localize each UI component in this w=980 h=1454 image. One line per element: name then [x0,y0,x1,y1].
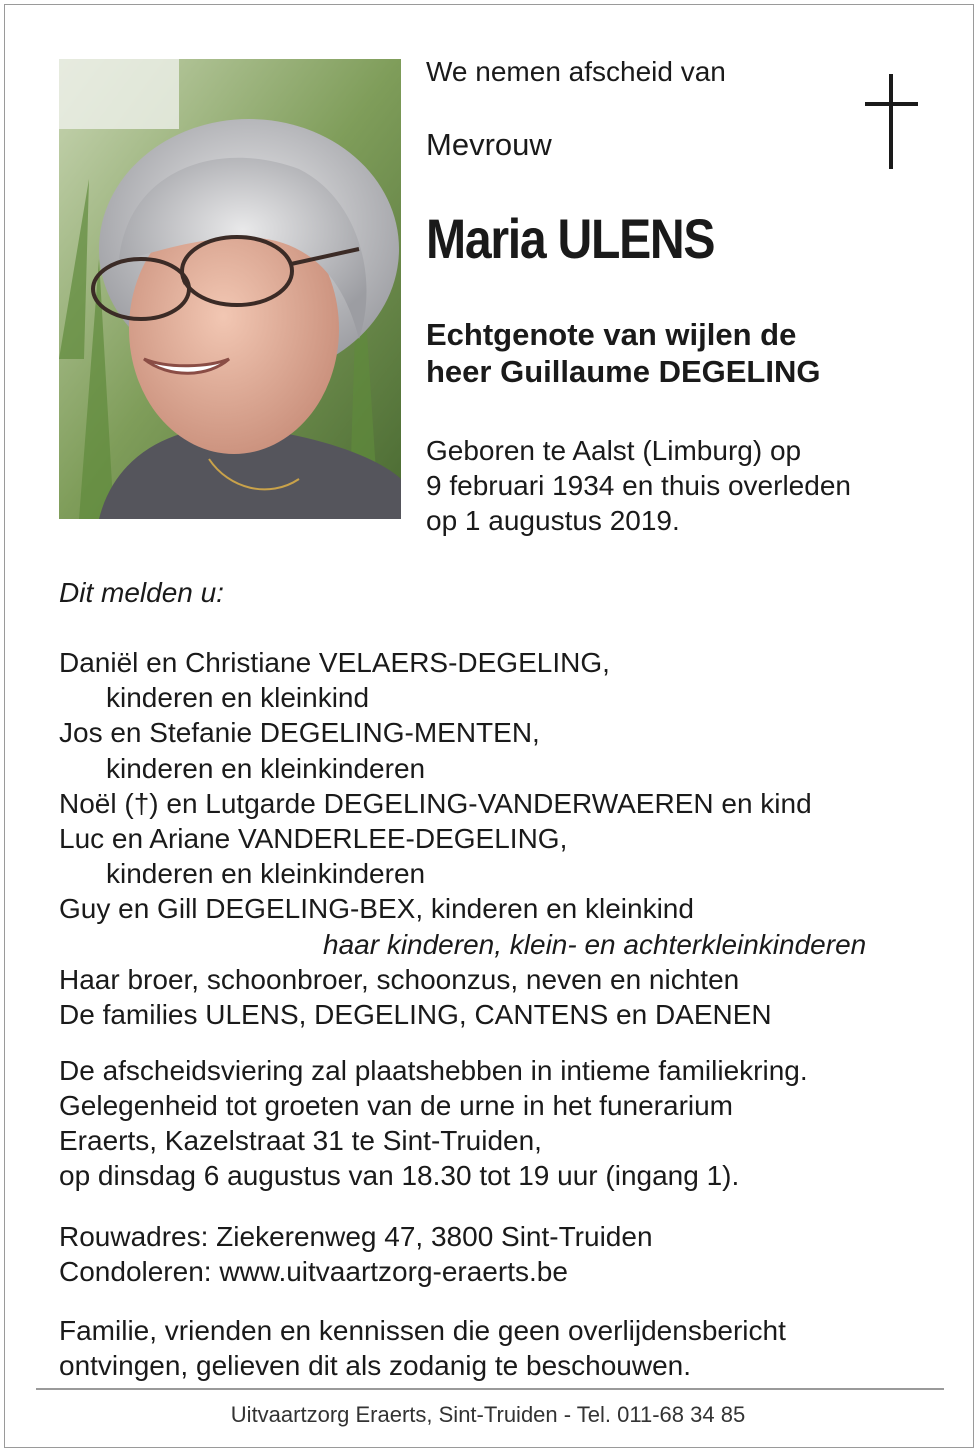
birth-line: 9 februari 1934 en thuis overleden [426,470,851,501]
latin-cross-icon [862,74,922,179]
family-line: haar kinderen, klein- en achterkleinkinderen [323,928,867,960]
family-line: Luc en Ariane VANDERLEE-DEGELING, [59,823,568,855]
closing-line: ontvingen, gelieven dit als zodanig te beschouwen. [59,1350,691,1381]
ceremony-line: De afscheidsviering zal plaatshebben in intieme familiekring. [59,1055,808,1086]
family-line: kinderen en kleinkinderen [106,752,426,784]
footer-divider [36,1388,944,1390]
birth-line: Geboren te Aalst (Limburg) op [426,435,802,466]
ceremony-line: op dinsdag 6 augustus van 18.30 tot 19 uur (ingang 1). [59,1160,740,1191]
title-text: Mevrouw [426,127,552,162]
ceremony-paragraph [59,1053,808,1193]
intro-text: We nemen afscheid van [426,56,726,87]
family-line: Jos en Stefanie DEGELING-MENTEN, [59,717,540,749]
address-line: Rouwadres: Ziekerenweg 47, 3800 Sint-Truiden [59,1221,653,1252]
address-paragraph [59,1219,653,1289]
family-line: Daniël en Christiane VELAERS-DEGELING, [59,647,610,678]
birth-line: op 1 augustus 2019. [426,505,680,536]
family-line: Guy en Gill DEGELING-BEX, kinderen en kleinkind [59,893,694,925]
family-line: Haar broer, schoonbroer, schoonzus, neven en nichten [59,963,740,995]
closing-line: Familie, vrienden en kennissen die geen overlijdensbericht [59,1315,786,1346]
family-line: Noël (†) en Lutgarde DEGELING-VANDERWAEREN en kind [59,787,812,819]
birth-death-text [426,433,851,538]
family-list [59,645,939,1032]
family-line: De families ULENS, DEGELING, CANTENS en DAENEN [59,999,772,1031]
condolence-link: Condoleren: www.uitvaartzorg-eraerts.be [59,1256,568,1287]
announcers-heading: Dit melden u: [59,577,224,608]
closing-paragraph [59,1313,786,1383]
footer-text: Uitvaartzorg Eraerts, Sint-Truiden - Tel. 011-68 34 85 [230,1402,746,1427]
portrait-photo [59,59,401,519]
spouse-line: Echtgenote van wijlen de [426,317,797,352]
spouse-line: heer Guillaume DEGELING [426,354,821,389]
family-line: kinderen en kleinkinderen [106,858,426,890]
family-line: kinderen en kleinkind [106,682,370,714]
ceremony-line: Gelegenheid tot groeten van de urne in het funerarium [59,1090,734,1121]
spouse-text [426,316,820,390]
ceremony-line: Eraerts, Kazelstraat 31 te Sint-Truiden, [59,1125,542,1156]
deceased-name: Maria ULENS [426,207,715,270]
